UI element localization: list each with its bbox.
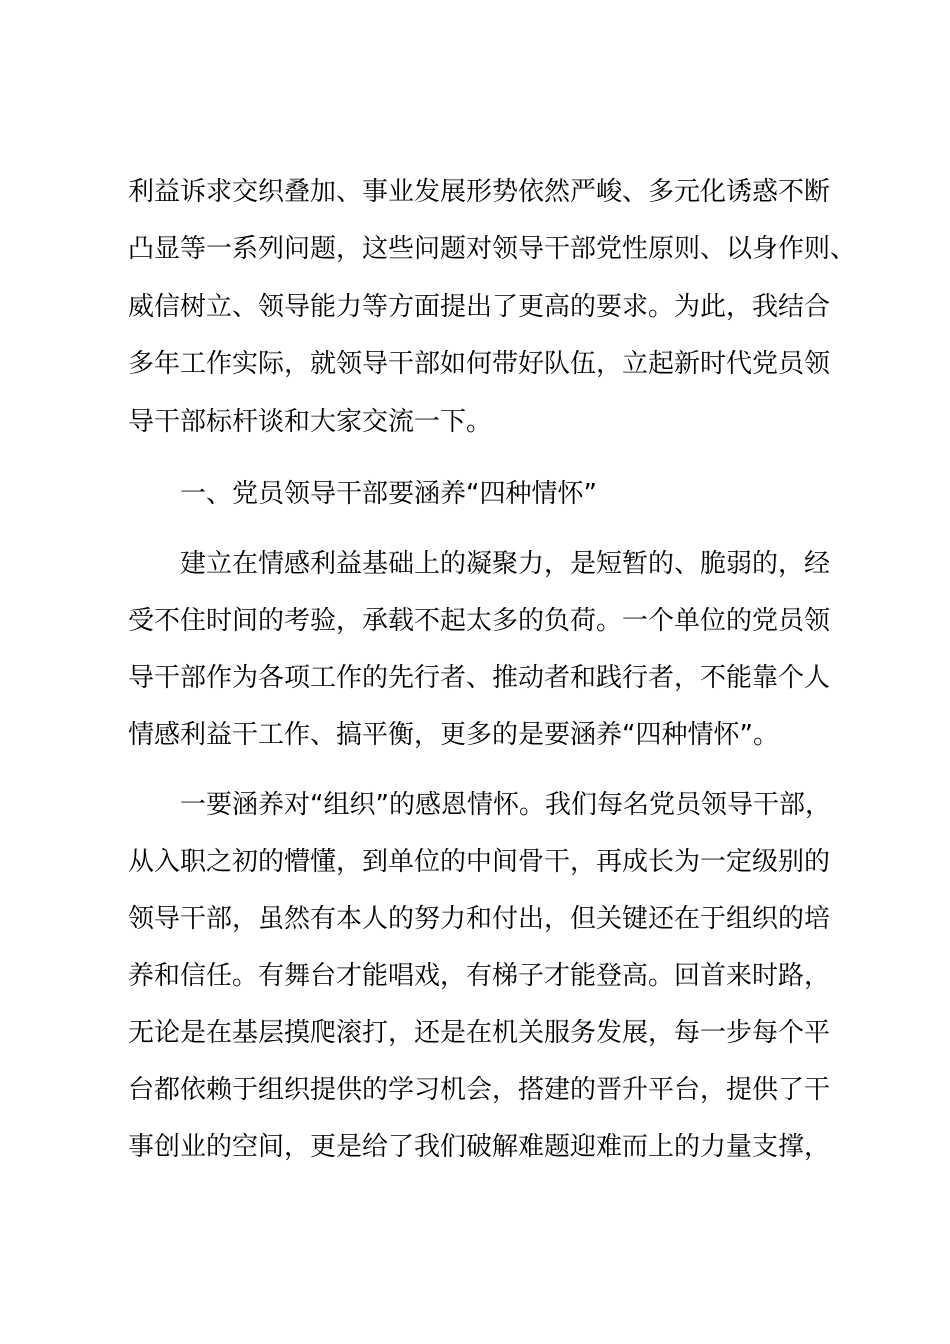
paragraph-line: 导干部作为各项工作的先行者、推动者和践行者，不能靠个人 bbox=[128, 663, 831, 693]
paragraph-line: 建立在情感利益基础上的凝聚力，是短暂的、脆弱的，经 bbox=[180, 549, 831, 579]
paragraph-line: 从入职之初的懵懂，到单位的中间骨干，再成长为一定级别的 bbox=[128, 847, 831, 877]
paragraph-line: 情感利益干工作、搞平衡，更多的是要涵养“四种情怀”。 bbox=[128, 720, 779, 750]
paragraph-line: 领导干部，虽然有本人的努力和付出，但关键还在于组织的培 bbox=[128, 904, 831, 934]
paragraph-line: 受不住时间的考验，承载不起太多的负荷。一个单位的党员领 bbox=[128, 606, 831, 636]
paragraph-line: 利益诉求交织叠加、事业发展形势依然严峻、多元化诱惑不断 bbox=[128, 177, 831, 207]
paragraph-line: 养和信任。有舞台才能唱戏，有梯子才能登高。回首来时路， bbox=[128, 961, 831, 991]
paragraph-line: 一要涵养对“组织”的感恩情怀。我们每名党员领导干部， bbox=[180, 790, 831, 820]
paragraph-line: 威信树立、领导能力等方面提出了更高的要求。为此，我结合 bbox=[128, 292, 831, 322]
paragraph-line: 无论是在基层摸爬滚打，还是在机关服务发展，每一步每个平 bbox=[128, 1018, 831, 1048]
paragraph-line: 台都依赖于组织提供的学习机会，搭建的晋升平台，提供了干 bbox=[128, 1075, 831, 1105]
paragraph-line: 事创业的空间，更是给了我们破解难题迎难而上的力量支撑， bbox=[128, 1132, 831, 1162]
paragraph-line: 凸显等一系列问题，这些问题对领导干部党性原则、以身作则、 bbox=[128, 234, 857, 264]
paragraph-line: 导干部标杆谈和大家交流一下。 bbox=[128, 407, 493, 437]
paragraph-line: 多年工作实际，就领导干部如何带好队伍，立起新时代党员领 bbox=[128, 349, 831, 379]
section-heading: 一、党员领导干部要涵养“四种情怀” bbox=[180, 479, 597, 509]
